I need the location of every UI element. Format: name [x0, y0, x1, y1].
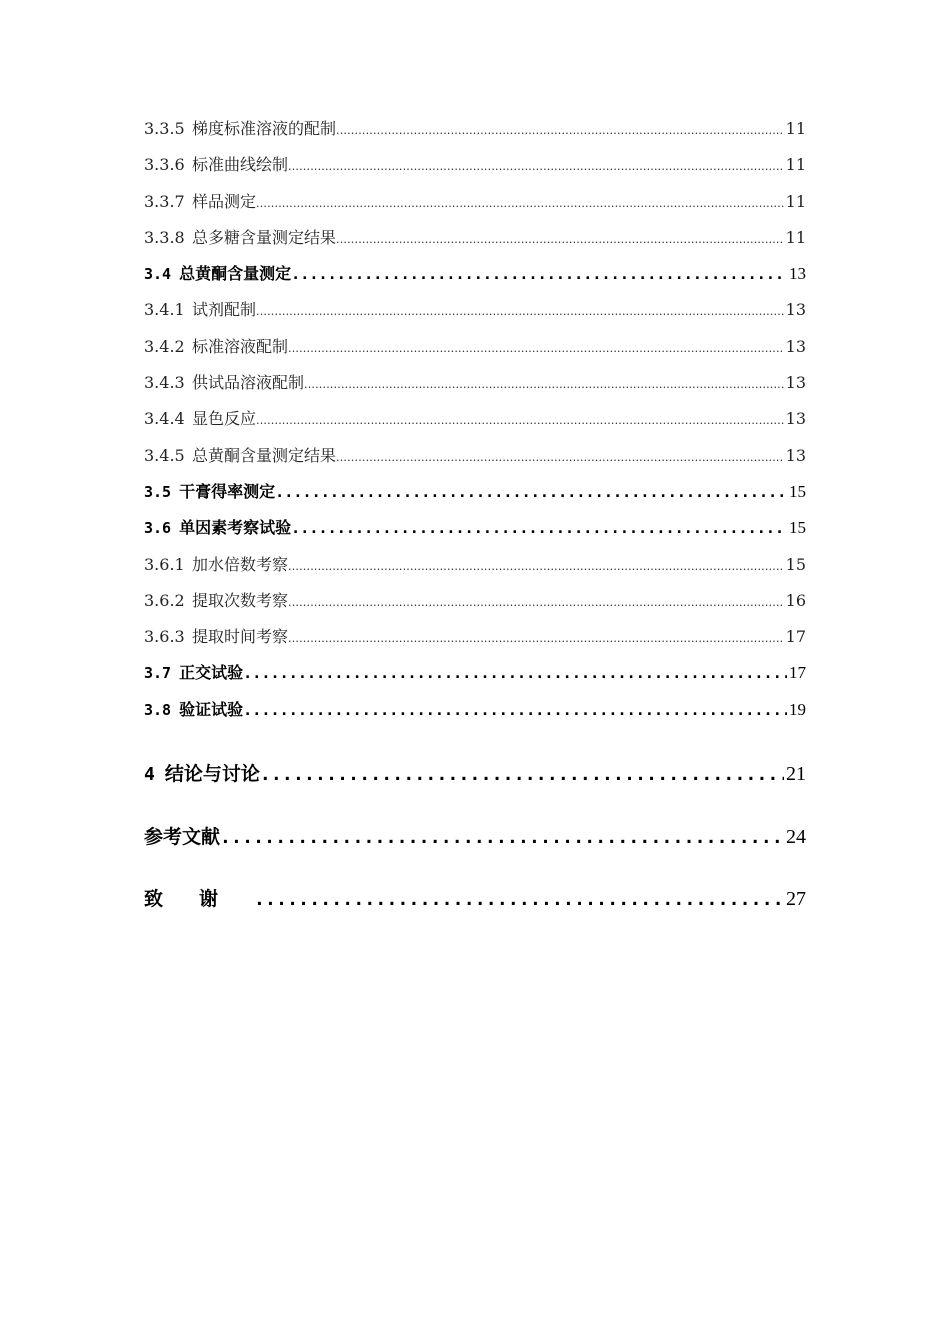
toc-entry-3-7[interactable] [144, 655, 806, 691]
dot-leader [260, 743, 784, 806]
toc-entry-3-3-6[interactable] [144, 147, 806, 183]
toc-entry-3-4-3[interactable] [144, 365, 806, 401]
toc-entry-3-3-5[interactable] [144, 111, 806, 147]
entry-title: 参考文献 [144, 826, 221, 849]
dot-leader [288, 585, 784, 619]
toc-entry-3-8[interactable] [144, 692, 806, 728]
entry-title: 提取次数考察 [192, 590, 289, 610]
entry-title: 标准溶液配制 [192, 336, 289, 356]
entry-page-number: 17 [785, 627, 806, 647]
toc-entry-3-4-2[interactable] [144, 329, 806, 365]
dot-leader [256, 294, 784, 328]
entry-number: 3.3.6 [144, 155, 185, 175]
entry-title: 单因素考察试验 [179, 518, 292, 538]
entry-number: 3.6.2 [144, 590, 185, 610]
entry-page-number: 24 [786, 826, 806, 849]
entry-page-number: 17 [789, 663, 806, 683]
entry-number: 3.7 [144, 664, 172, 683]
dot-leader [220, 807, 784, 868]
dot-leader [256, 403, 784, 437]
entry-page-number: 15 [789, 481, 806, 501]
dot-leader [256, 186, 784, 220]
dot-leader [336, 440, 784, 474]
dot-leader [288, 149, 784, 183]
entry-title: 正交试验 [179, 663, 244, 683]
dot-leader [291, 510, 787, 546]
dot-leader [291, 256, 787, 292]
entry-title: 结论与讨论 [164, 763, 260, 786]
entry-page-number: 13 [785, 300, 806, 320]
entry-page-number: 13 [785, 409, 806, 429]
entry-number: 3.4.2 [144, 336, 185, 356]
dot-leader [336, 222, 784, 256]
entry-number: 3.4 [144, 265, 172, 284]
entry-number: 3.6 [144, 519, 172, 538]
toc-entry-3-3-8[interactable] [144, 220, 806, 256]
toc-entry-3-4-5[interactable] [144, 438, 806, 474]
toc-entry-references[interactable] [144, 806, 806, 868]
entry-title: 总多糖含量测定结果 [192, 227, 337, 247]
entry-page-number: 16 [785, 590, 806, 610]
dot-leader [275, 474, 787, 510]
entry-page-number: 11 [785, 119, 806, 138]
entry-title: 提取时间考察 [192, 627, 289, 647]
entry-page-number: 27 [786, 888, 806, 911]
entry-number: 3.3.5 [144, 119, 185, 138]
entry-title: 供试品溶液配制 [192, 373, 305, 393]
entry-number: 3.6.1 [144, 554, 185, 574]
entry-title: 显色反应 [192, 409, 257, 429]
entry-title: 致谢 [144, 888, 255, 911]
dot-leader [304, 367, 784, 401]
dot-leader [288, 621, 784, 655]
entry-title: 样品测定 [192, 191, 257, 211]
entry-title: 验证试验 [179, 699, 244, 719]
entry-page-number: 11 [785, 227, 806, 247]
entry-title: 加水倍数考察 [192, 554, 289, 574]
entry-page-number: 13 [785, 336, 806, 356]
entry-page-number: 15 [789, 518, 806, 538]
toc-entry-acknowledgements[interactable] [144, 868, 806, 930]
entry-number: 3.8 [144, 700, 172, 719]
entry-number: 3.4.1 [144, 300, 185, 320]
entry-page-number: 19 [789, 699, 806, 719]
entry-number: 3.4.4 [144, 409, 185, 429]
dot-leader [288, 549, 784, 583]
entry-number: 3.3.7 [144, 191, 185, 211]
entry-page-number: 11 [785, 155, 806, 175]
toc-entry-3-6[interactable] [144, 510, 806, 546]
entry-page-number: 15 [785, 554, 806, 574]
toc-entry-3-4-4[interactable] [144, 401, 806, 437]
dot-leader [288, 331, 784, 365]
toc-entry-3-4[interactable] [144, 256, 806, 292]
entry-title: 试剂配制 [192, 300, 257, 320]
dot-leader [243, 692, 787, 728]
entry-number: 4 [144, 764, 155, 786]
toc-entry-3-6-2[interactable] [144, 583, 806, 619]
entry-title: 梯度标准溶液的配制 [192, 119, 337, 138]
toc-entry-chapter-4[interactable] [144, 742, 806, 806]
entry-number: 3.3.8 [144, 227, 185, 247]
entry-page-number: 13 [785, 445, 806, 465]
table-of-contents [144, 111, 806, 930]
dot-leader [336, 113, 784, 147]
toc-entry-3-4-1[interactable] [144, 292, 806, 328]
entry-title: 标准曲线绘制 [192, 155, 289, 175]
toc-entry-3-6-3[interactable] [144, 619, 806, 655]
entry-page-number: 13 [789, 264, 806, 284]
toc-entry-3-6-1[interactable] [144, 547, 806, 583]
entry-number: 3.5 [144, 482, 172, 501]
dot-leader [254, 869, 784, 930]
entry-title: 总黄酮含量测定 [179, 264, 292, 284]
dot-leader [243, 655, 787, 691]
entry-page-number: 21 [786, 763, 806, 786]
entry-number: 3.4.5 [144, 445, 185, 465]
toc-entry-3-3-7[interactable] [144, 184, 806, 220]
entry-title: 总黄酮含量测定结果 [192, 445, 337, 465]
entry-number: 3.6.3 [144, 627, 185, 647]
entry-page-number: 11 [785, 191, 806, 211]
entry-page-number: 13 [785, 373, 806, 393]
entry-title: 干膏得率测定 [179, 481, 276, 501]
toc-entry-3-5[interactable] [144, 474, 806, 510]
entry-number: 3.4.3 [144, 373, 185, 393]
